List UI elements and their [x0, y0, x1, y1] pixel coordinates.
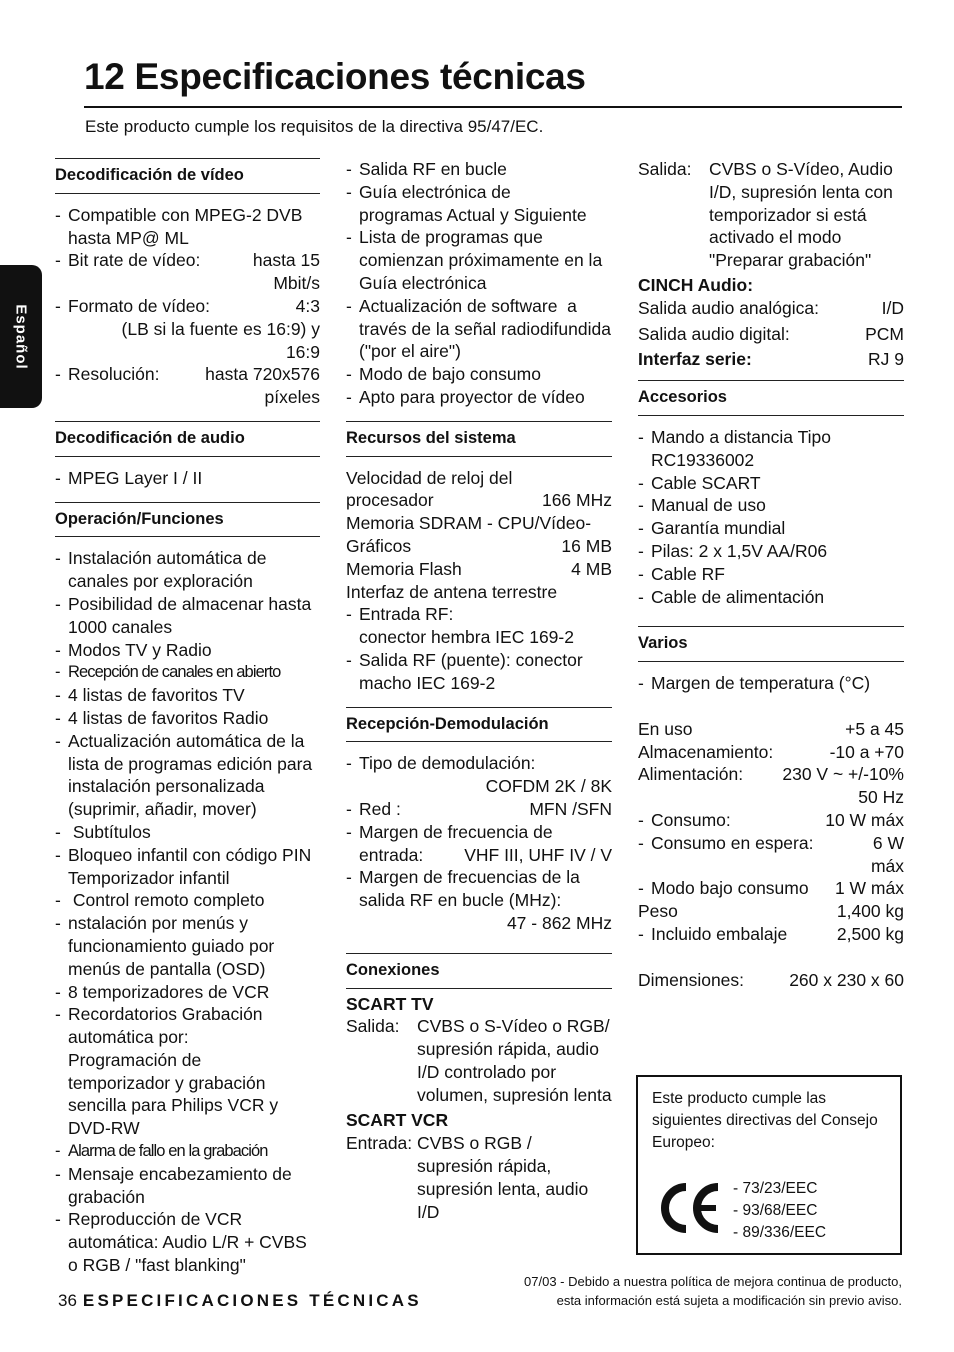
spec-label: - Entrada RF:: [359, 604, 454, 625]
column-middle: [346, 158, 616, 1223]
directive-item: - 73/23/EEC: [733, 1180, 818, 1197]
operation-list: [55, 547, 320, 1277]
spec-label: Salida:: [346, 1016, 400, 1037]
compliance-text: Este producto cumple las siguientes directivas del Consejo Europeo:: [652, 1090, 878, 1151]
footnote: [524, 1272, 902, 1310]
spec-value: hasta 15 Mbit/s: [252, 250, 320, 294]
serial-interface-row: [638, 348, 904, 371]
column-right: [638, 158, 904, 991]
spec-value: 6 W: [872, 832, 904, 853]
system-flash-row: [346, 558, 612, 581]
scart-tv-row: [346, 1015, 612, 1106]
spec-value: RJ 9: [868, 349, 904, 370]
spec-value: VHF III, UHF IV / V: [464, 844, 612, 865]
list-item: [638, 877, 904, 900]
spec-label: - Bit rate de vídeo:: [68, 250, 201, 271]
list-item: - Actualización automática de la lista de programas edición para instalación personalizada (suprimir, añadir, mover): [55, 730, 320, 821]
list-item: - Reproducción de VCR automática: Audio L/R + CVBS o RGB / "fast blanking": [55, 1208, 320, 1276]
spec-label: Alimentación:: [638, 764, 744, 785]
footnote-line: 07/03 - Debido a nuestra política de mejora continua de producto,: [524, 1274, 902, 1289]
consumption-list: [638, 809, 904, 900]
antenna-list: [346, 603, 612, 694]
cinch-digital-row: [638, 323, 904, 346]
reception-list: [346, 752, 612, 934]
list-item: [346, 603, 612, 649]
column-left: [55, 158, 320, 1277]
spec-label: - Modo bajo consumo: [651, 878, 809, 899]
audio-spec-list: [55, 467, 320, 490]
list-item: - MPEG Layer I / II: [55, 467, 320, 490]
scart-vcr-row: [346, 1132, 612, 1223]
spec-label: - Margen de frecuencias de la salida RF en bucle (MHz):: [359, 867, 580, 911]
list-item: - Posibilidad de almacenar hasta 1000 canales: [55, 593, 320, 639]
spec-label: Entrada:: [346, 1133, 413, 1154]
spec-value: -10 a +70: [829, 741, 904, 762]
list-item: [55, 295, 320, 363]
spec-value: 10 W máx: [825, 809, 904, 830]
list-item: [638, 923, 904, 946]
list-item: - Compatible con MPEG-2 DVB hasta MP@ ML: [55, 204, 320, 250]
list-item: - Modo de bajo consumo: [346, 363, 612, 386]
directive-item: - 93/68/EEC: [733, 1202, 818, 1219]
spec-unit: máx: [870, 855, 904, 876]
spec-value: CVBS o S-Vídeo o RGB/ supresión rápida, audio I/D controlado por volumen, supresión lenta: [417, 1016, 612, 1105]
spec-label: - Tipo de demodulación:: [359, 753, 536, 774]
list-item: - Manual de uso: [638, 494, 904, 517]
spec-value: 230 V ~ +/-10%: [782, 764, 904, 785]
scart-vcr-heading: SCART VCR: [346, 1110, 449, 1131]
cinch-analog-row: [638, 297, 904, 320]
spec-value: 4 MB: [571, 558, 612, 579]
spec-label: - Consumo en espera:: [651, 832, 814, 853]
spec-value: CVBS o RGB / supresión rápida, supresión lenta, audio I/D: [417, 1133, 589, 1222]
list-item: [55, 363, 320, 409]
power-row: [638, 763, 904, 786]
page-title: 12 Especificaciones técnicas: [84, 56, 586, 97]
spec-value: MFN /SFN: [529, 798, 612, 819]
spec-value: conector hembra IEC 169-2: [359, 627, 574, 648]
spec-label: Gráficos: [346, 535, 412, 556]
system-clock-line: Velocidad de reloj del: [346, 467, 513, 488]
language-side-tab: [0, 265, 42, 408]
section-heading-system: Recursos del sistema: [346, 421, 612, 457]
feature-list: [346, 158, 616, 409]
directive-item: - 89/336/EEC: [733, 1224, 827, 1241]
title-underline: [84, 106, 902, 108]
section-heading-misc: Varios: [638, 626, 904, 662]
list-item: - Modos TV y Radio: [55, 639, 320, 662]
spec-value: 47 - 862 MHz: [506, 912, 612, 933]
spec-value: COFDM 2K / 8K: [485, 776, 612, 797]
spec-label: - Margen de frecuencia de: [359, 821, 553, 842]
spec-label: Salida audio digital:: [638, 323, 790, 344]
list-item: - Pilas: 2 x 1,5V AA/R06: [638, 540, 904, 563]
spec-label: - Formato de vídeo:: [68, 295, 211, 316]
spec-value: I/D: [881, 297, 904, 318]
spec-value: 1,400 kg: [836, 901, 904, 922]
list-item: [638, 832, 904, 878]
section-heading-accessories: Accesorios: [638, 380, 904, 416]
list-item: [55, 249, 320, 295]
list-item: - Mensaje encabezamiento de grabación: [55, 1163, 320, 1209]
temperature-list: [638, 672, 904, 695]
intro-text: Este producto cumple los requisitos de la directiva 95/47/EC.: [85, 117, 544, 136]
list-item: - 4 listas de favoritos Radio: [55, 707, 320, 730]
weight-row: [638, 900, 904, 923]
spec-value: 2,500 kg: [836, 923, 904, 944]
spec-value: 166 MHz: [541, 490, 612, 511]
footer-title: ESPECIFICACIONES TÉCNICAS: [82, 1291, 422, 1310]
section-heading-reception: Recepción-Demodulación: [346, 707, 612, 743]
scart-output-row: [638, 158, 904, 272]
system-antenna-line: Interfaz de antena terrestre: [346, 581, 558, 602]
spec-label: - Consumo:: [651, 809, 731, 830]
spec-label: Interfaz serie:: [638, 349, 752, 370]
list-item: - Cable de alimentación: [638, 586, 904, 609]
spec-label: Memoria Flash: [346, 558, 462, 579]
list-item: - Recepción de canales en abierto: [55, 661, 320, 684]
spec-value: 4:3: [295, 295, 320, 316]
spec-value: 260 x 230 x 60: [789, 969, 904, 990]
list-item: - Salida RF en bucle: [346, 158, 612, 181]
packed-weight-list: [638, 923, 904, 946]
cinch-heading: CINCH Audio:: [638, 274, 754, 295]
list-item: - Garantía mundial: [638, 517, 904, 540]
list-item: - Recordatorios Grabación automática por: Programación de temporizador y grabación sencilla para Philips VCR y DVD-RW: [55, 1003, 320, 1140]
ce-compliance-box: [636, 1075, 902, 1255]
spec-label: procesador: [346, 490, 434, 511]
spec-label: Dimensiones:: [638, 969, 745, 990]
power-frequency: 50 Hz: [858, 787, 904, 808]
system-sdram-line: Memoria SDRAM - CPU/Vídeo-: [346, 513, 592, 534]
list-item: - Salida RF (puente): conector macho IEC 169-2: [346, 649, 612, 695]
section-heading-connections: Conexiones: [346, 953, 612, 989]
accessories-list: [638, 426, 904, 608]
section-heading-operation: Operación/Funciones: [55, 502, 320, 538]
ce-mark-icon: [656, 1178, 726, 1238]
system-clock-row: [346, 489, 612, 512]
list-item: - Guía electrónica de programas Actual y Siguiente: [346, 181, 612, 227]
list-item: - Control remoto completo: [55, 889, 320, 912]
list-item: - Subtítulos: [55, 821, 320, 844]
list-item: [638, 809, 904, 832]
list-item: - Apto para proyector de vídeo: [346, 386, 612, 409]
spec-label: - Incluido embalaje: [651, 923, 788, 944]
spec-label: - Resolución:: [68, 364, 160, 385]
list-item: - 8 temporizadores de VCR: [55, 981, 320, 1004]
spec-label: Almacenamiento:: [638, 741, 774, 762]
spec-value: 1 W máx: [834, 878, 904, 899]
page-footer: [58, 1291, 422, 1311]
spec-label: Salida:: [638, 159, 692, 179]
spec-label: - Red :: [359, 798, 401, 819]
list-item: - Bloqueo infantil con código PIN Temporizador infantil: [55, 844, 320, 890]
list-item: - Lista de programas que comienzan próximamente en la Guía electrónica: [346, 226, 612, 294]
system-sdram-row: [346, 535, 612, 558]
spec-note: (LB si la fuente es 16:9) y 16:9: [121, 318, 320, 362]
video-spec-list: [55, 204, 320, 409]
storage-row: [638, 741, 904, 764]
list-item: [346, 866, 612, 934]
list-item: - Mando a distancia Tipo RC19336002: [638, 426, 904, 472]
section-heading-video: Decodificación de vídeo: [55, 158, 320, 194]
list-item: [346, 821, 612, 867]
list-item: - 4 listas de favoritos TV: [55, 684, 320, 707]
in-use-row: [638, 718, 904, 741]
list-item: - Margen de temperatura (°C): [638, 672, 904, 695]
page-number: 36: [58, 1291, 77, 1310]
footnote-line: esta información está sujeta a modificación sin previo aviso.: [556, 1293, 902, 1308]
spec-label: Peso: [638, 901, 678, 922]
spec-value: hasta 720x576 píxeles: [205, 364, 320, 408]
list-item: [346, 798, 612, 821]
spec-label: En uso: [638, 718, 693, 739]
spec-label: entrada:: [359, 844, 424, 865]
list-item: - Instalación automática de canales por exploración: [55, 547, 320, 593]
spec-value: CVBS o S-Vídeo, Audio I/D, supresión lenta con temporizador si está activado el modo "Preparar grabación": [709, 159, 893, 271]
list-item: - Alarma de fallo en la grabación: [55, 1140, 320, 1163]
scart-tv-heading: SCART TV: [346, 993, 434, 1014]
spec-value: 16 MB: [561, 535, 612, 556]
list-item: - Cable SCART: [638, 472, 904, 495]
spec-label: Salida audio analógica:: [638, 297, 819, 318]
spec-value: +5 a 45: [845, 718, 904, 739]
list-item: - Actualización de software a través de la señal radiodifundida ("por el aire"): [346, 295, 612, 363]
dimensions-row: [638, 969, 904, 992]
list-item: - Cable RF: [638, 563, 904, 586]
directive-list: [733, 1178, 826, 1244]
list-item: [346, 752, 612, 798]
spec-value: PCM: [865, 323, 904, 344]
section-heading-audio: Decodificación de audio: [55, 421, 320, 457]
list-item: - nstalación por menús y funcionamiento guiado por menús de pantalla (OSD): [55, 912, 320, 980]
side-tab-label: Español: [12, 303, 30, 370]
